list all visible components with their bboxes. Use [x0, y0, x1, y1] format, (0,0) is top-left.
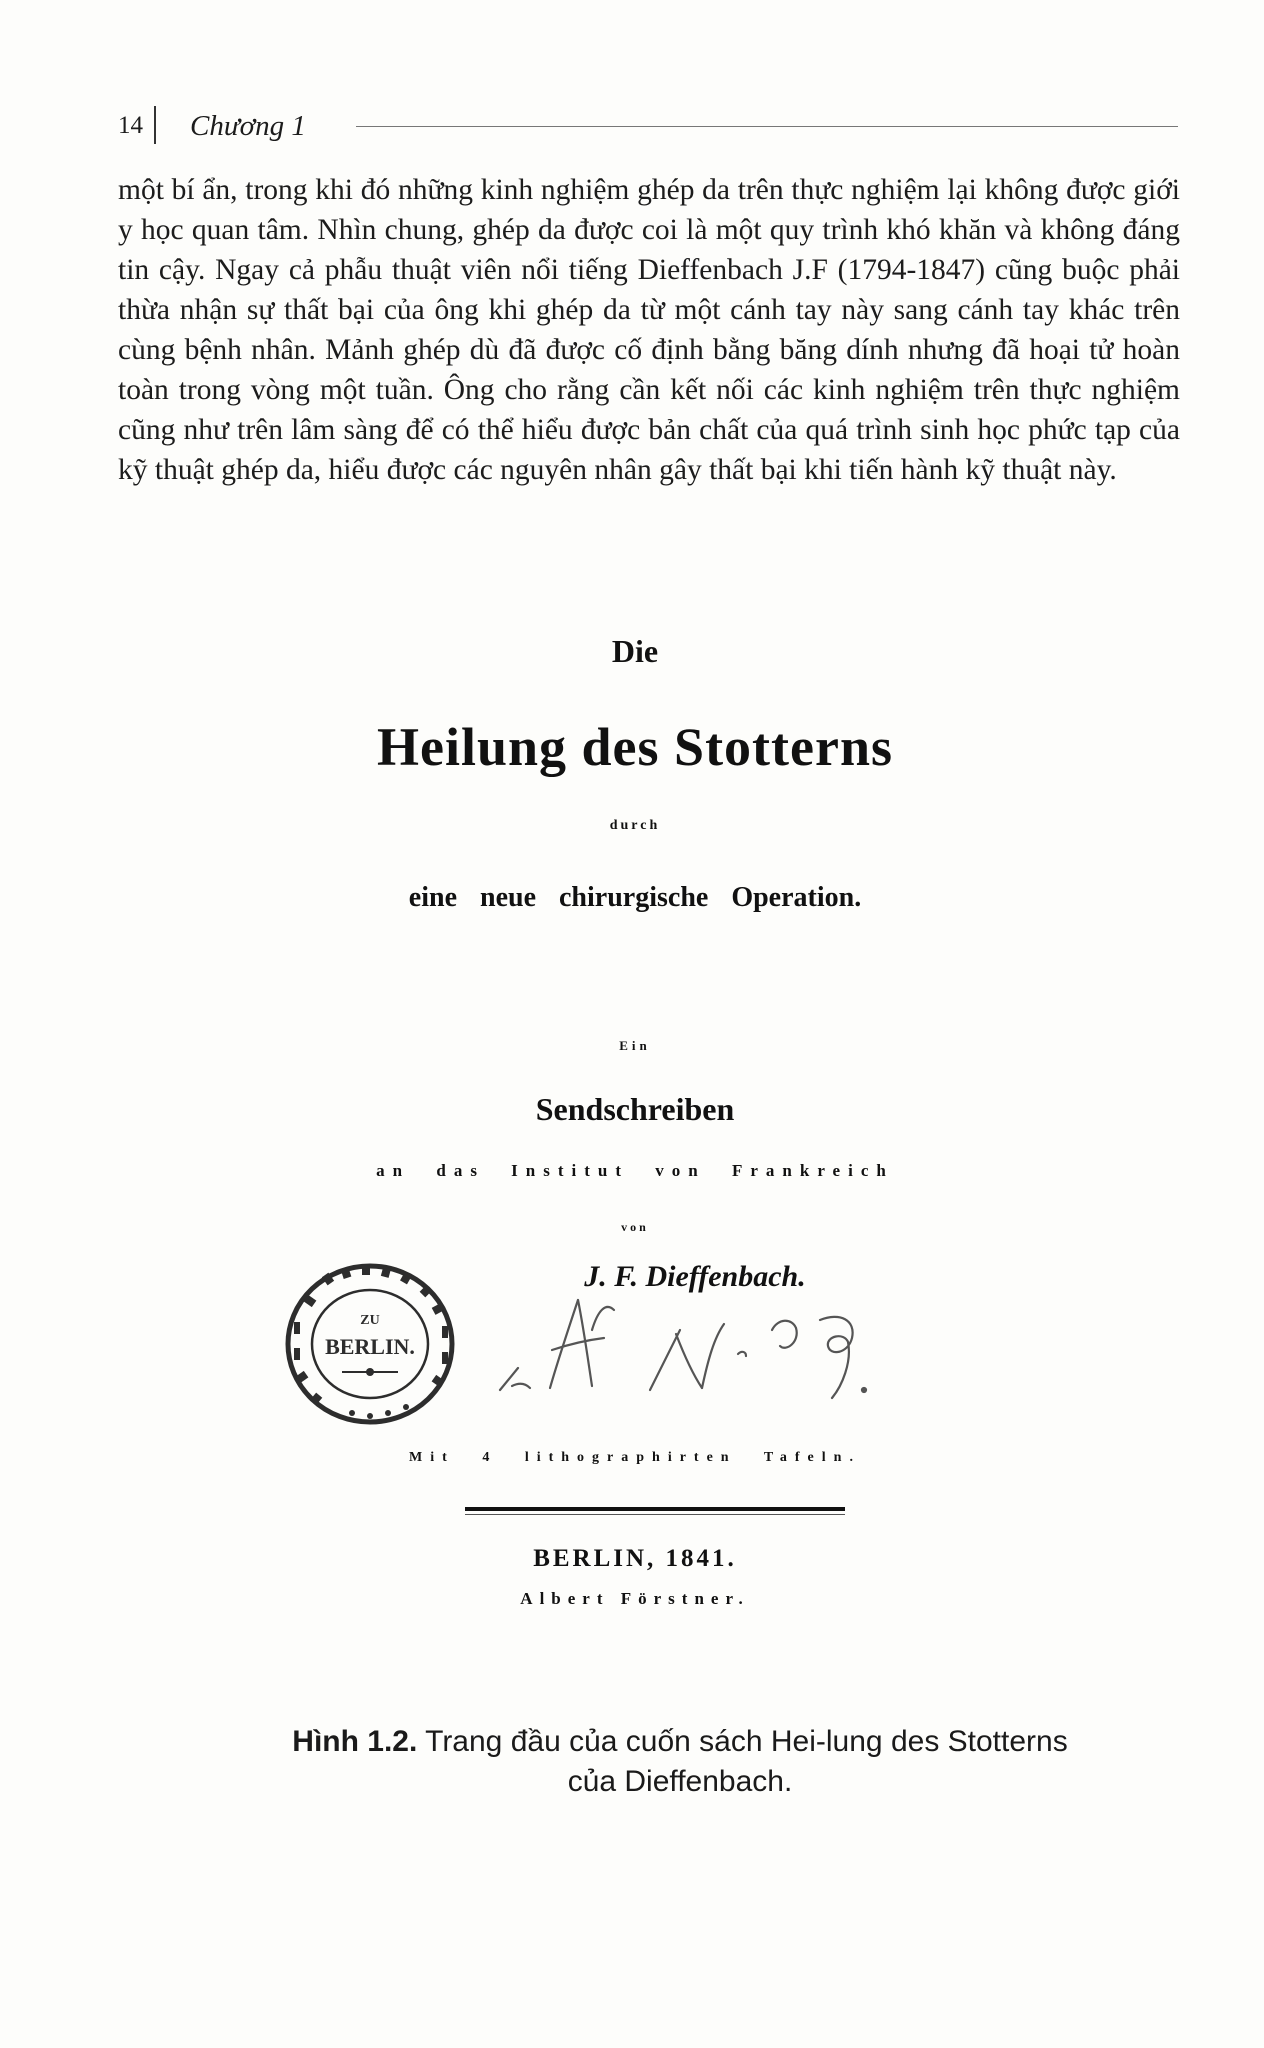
handwritten-signature-icon	[480, 1290, 870, 1410]
figure-caption	[230, 1722, 1130, 1802]
figure-label: Hình 1.2.	[292, 1725, 418, 1758]
body-paragraph: một bí ẩn, trong khi đó những kinh nghiệm ghép da trên thực nghiệm lại không được giới y học quan tâm. Nhìn chung, ghép da được coi là một quy trình khó khăn và không đáng tin cậy. Ngay cả phẫu thuật viên nổi tiếng Dieffenbach J.F (1794-1847) cũng buộc phải thừa nhận sự thất bại của ông khi ghép da từ một cánh tay này sang cánh tay khác trên cùng bệnh nhân. Mảnh ghép dù đã được cố định bằng băng dính nhưng đã hoại tử hoàn toàn trong vòng một tuần. Ông cho rằng cần kết nối các kinh nghiệm trên thực nghiệm cũng như trên lâm sàng để có thể hiểu được bản chất của quá trình sinh học phức tạp của kỹ thuật ghép da, hiểu được các nguyên nhân gây thất bại khi tiến hành kỹ thuật này.	[118, 174, 1180, 486]
page-header	[118, 104, 1178, 144]
figure-caption-text-2: của Dieffenbach.	[567, 1765, 793, 1798]
plate-operation: eine neue chirurgische Operation.	[408, 882, 862, 913]
plate-separator	[465, 1507, 845, 1511]
plate-author: J. F. Dieffenbach.	[584, 1260, 806, 1293]
plate-publisher: Albert Förstner.	[520, 1589, 750, 1608]
figure-caption-text: Trang đầu của cuốn sách Hei-lung des Stotterns	[425, 1725, 1068, 1758]
plate-sendschreiben: Sendschreiben	[535, 1091, 735, 1127]
plate-mit-tafeln: Mit 4 lithographirten Tafeln.	[409, 1450, 861, 1465]
plate-city-year: BERLIN, 1841.	[533, 1545, 737, 1572]
plate-an-institut: an das Institut von Frankreich	[376, 1161, 894, 1180]
plate-separator-thin	[465, 1514, 845, 1515]
stamp-berlin: BERLIN.	[325, 1334, 415, 1359]
header-rule	[356, 126, 1178, 127]
chapter-title: Chương 1	[190, 110, 306, 142]
plate-die: Die	[611, 633, 659, 669]
plate-durch: durch	[609, 818, 661, 833]
library-stamp-icon	[282, 1262, 462, 1432]
plate-ein: Ein	[619, 1038, 651, 1053]
stamp-zu: ZU	[360, 1313, 380, 1328]
page-number: 14	[118, 112, 143, 139]
header-separator	[154, 106, 156, 144]
plate-von: von	[621, 1220, 649, 1234]
plate-title: Heilung des Stotterns	[376, 717, 894, 777]
figure-title-page	[250, 620, 1020, 1620]
